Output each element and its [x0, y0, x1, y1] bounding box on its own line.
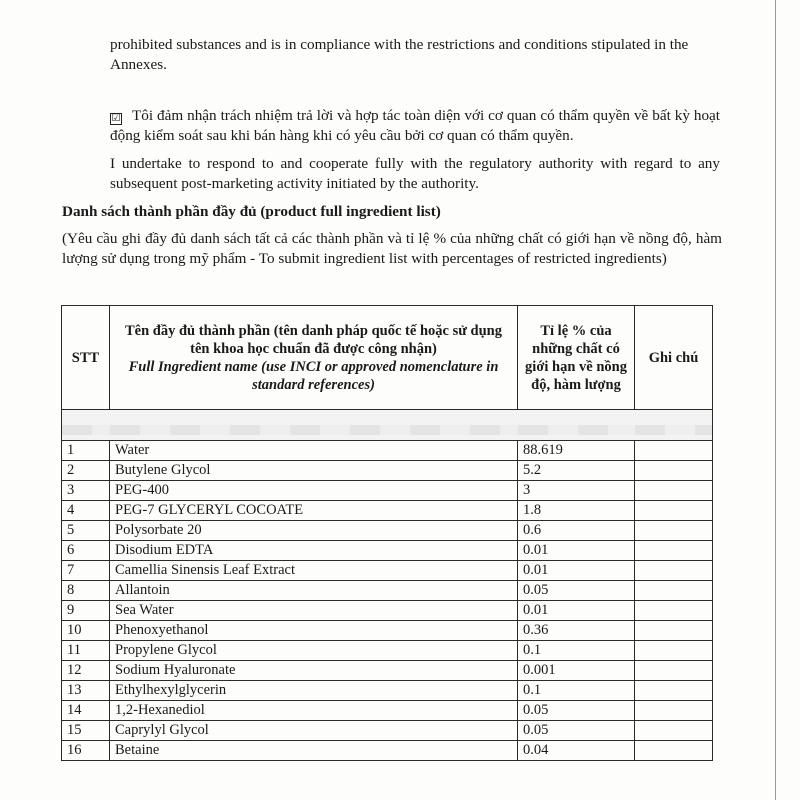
table-row	[62, 561, 713, 581]
cell-note	[635, 481, 713, 501]
cell-note	[635, 501, 713, 521]
cell-stt: 2	[62, 461, 110, 481]
table-row	[62, 581, 713, 601]
cell-ingredient-name: Sodium Hyaluronate	[110, 661, 518, 681]
cell-note	[635, 601, 713, 621]
cell-percent: 0.01	[518, 561, 635, 581]
header-percent: Tỉ lệ % của những chất có giới hạn về nồng độ, hàm lượng	[518, 306, 635, 410]
cell-stt: 6	[62, 541, 110, 561]
cell-ingredient-name: Ethylhexylglycerin	[110, 681, 518, 701]
cell-note	[635, 541, 713, 561]
table-row	[62, 481, 713, 501]
cell-percent: 0.1	[518, 681, 635, 701]
cell-note	[635, 741, 713, 761]
cell-note	[635, 701, 713, 721]
cell-stt: 10	[62, 621, 110, 641]
compliance-paragraph: prohibited substances and is in compliance with the restrictions and conditions stipulated in the Annexes.	[110, 36, 689, 73]
cell-percent: 88.619	[518, 441, 635, 461]
cell-ingredient-name: Caprylyl Glycol	[110, 721, 518, 741]
cell-percent: 0.05	[518, 721, 635, 741]
cell-ingredient-name: Polysorbate 20	[110, 521, 518, 541]
cell-stt: 1	[62, 441, 110, 461]
cell-stt: 5	[62, 521, 110, 541]
section-subtitle: (Yêu cầu ghi đầy đủ danh sách tất cả các thành phần và tỉ lệ % của những chất có giới hạn về nồng độ, hàm lượng sử dụng trong mỹ phẩm - To submit ingredient list with percentages of restricted ingredients)	[62, 230, 722, 267]
table-row	[62, 721, 713, 741]
cell-note	[635, 721, 713, 741]
cell-percent: 0.04	[518, 741, 635, 761]
cell-note	[635, 681, 713, 701]
cell-stt: 11	[62, 641, 110, 661]
cell-ingredient-name: Disodium EDTA	[110, 541, 518, 561]
cell-ingredient-name: Water	[110, 441, 518, 461]
table-row	[62, 741, 713, 761]
cell-ingredient-name: Propylene Glycol	[110, 641, 518, 661]
table-row	[62, 521, 713, 541]
cell-note	[635, 521, 713, 541]
cell-ingredient-name: PEG-400	[110, 481, 518, 501]
cell-percent: 0.01	[518, 541, 635, 561]
cell-ingredient-name: Butylene Glycol	[110, 461, 518, 481]
section-title: Danh sách thành phần đầy đủ (product full ingredient list)	[62, 203, 441, 220]
undertaking-paragraph-vi	[110, 106, 720, 146]
table-row	[62, 441, 713, 461]
table-row	[62, 661, 713, 681]
cell-stt: 3	[62, 481, 110, 501]
table-row	[62, 461, 713, 481]
table-row	[62, 501, 713, 521]
cell-percent: 5.2	[518, 461, 635, 481]
table-row	[62, 601, 713, 621]
cell-percent: 0.001	[518, 661, 635, 681]
header-name-vi: Tên đầy đủ thành phần (tên danh pháp quốc tế hoặc sử dụng tên khoa học chuẩn đã được công nhận)	[125, 322, 502, 357]
cell-stt: 13	[62, 681, 110, 701]
cell-stt: 15	[62, 721, 110, 741]
table-body	[62, 441, 713, 761]
cell-percent: 3	[518, 481, 635, 501]
page-edge	[775, 0, 776, 800]
table-row	[62, 541, 713, 561]
cell-percent: 0.05	[518, 581, 635, 601]
header-note: Ghi chú	[635, 306, 713, 410]
table-row	[62, 621, 713, 641]
table-header-row	[62, 306, 713, 410]
undertaking-paragraph-en: I undertake to respond to and cooperate fully with the regulatory authority with regard to any subsequent post-marketing activity initiated by the authority.	[110, 155, 720, 192]
cell-stt: 7	[62, 561, 110, 581]
table-row	[62, 641, 713, 661]
cell-note	[635, 461, 713, 481]
checkbox-checked-icon[interactable]: ☑	[111, 113, 121, 124]
cell-stt: 8	[62, 581, 110, 601]
cell-ingredient-name: Camellia Sinensis Leaf Extract	[110, 561, 518, 581]
cell-stt: 4	[62, 501, 110, 521]
cell-percent: 0.1	[518, 641, 635, 661]
cell-percent: 0.36	[518, 621, 635, 641]
table-row	[62, 701, 713, 721]
header-stt: STT	[62, 306, 110, 410]
cell-percent: 0.05	[518, 701, 635, 721]
cell-stt: 14	[62, 701, 110, 721]
cell-percent: 0.01	[518, 601, 635, 621]
cell-ingredient-name: Sea Water	[110, 601, 518, 621]
table-row	[62, 681, 713, 701]
cell-ingredient-name: Phenoxyethanol	[110, 621, 518, 641]
cell-stt: 9	[62, 601, 110, 621]
cell-note	[635, 641, 713, 661]
cell-percent: 1.8	[518, 501, 635, 521]
cell-note	[635, 581, 713, 601]
undertaking-text-vi: Tôi đảm nhận trách nhiệm trả lời và hợp tác toàn diện với cơ quan có thẩm quyền về bất kỳ hoạt động kiểm soát sau khi bán hàng khi có yêu cầu bởi cơ quan có thẩm quyền.	[110, 107, 720, 144]
cell-ingredient-name: 1,2-Hexanediol	[110, 701, 518, 721]
blank-shaded-row	[62, 410, 713, 441]
cell-stt: 12	[62, 661, 110, 681]
header-name-en: Full Ingredient name (use INCI or approved nomenclature in standard references)	[128, 358, 499, 393]
cell-note	[635, 661, 713, 681]
cell-stt: 16	[62, 741, 110, 761]
cell-note	[635, 621, 713, 641]
cell-ingredient-name: Allantoin	[110, 581, 518, 601]
ingredient-table	[61, 305, 713, 761]
cell-ingredient-name: Betaine	[110, 741, 518, 761]
cell-note	[635, 441, 713, 461]
cell-note	[635, 561, 713, 581]
cell-ingredient-name: PEG-7 GLYCERYL COCOATE	[110, 501, 518, 521]
header-ingredient-name	[110, 306, 518, 410]
cell-percent: 0.6	[518, 521, 635, 541]
